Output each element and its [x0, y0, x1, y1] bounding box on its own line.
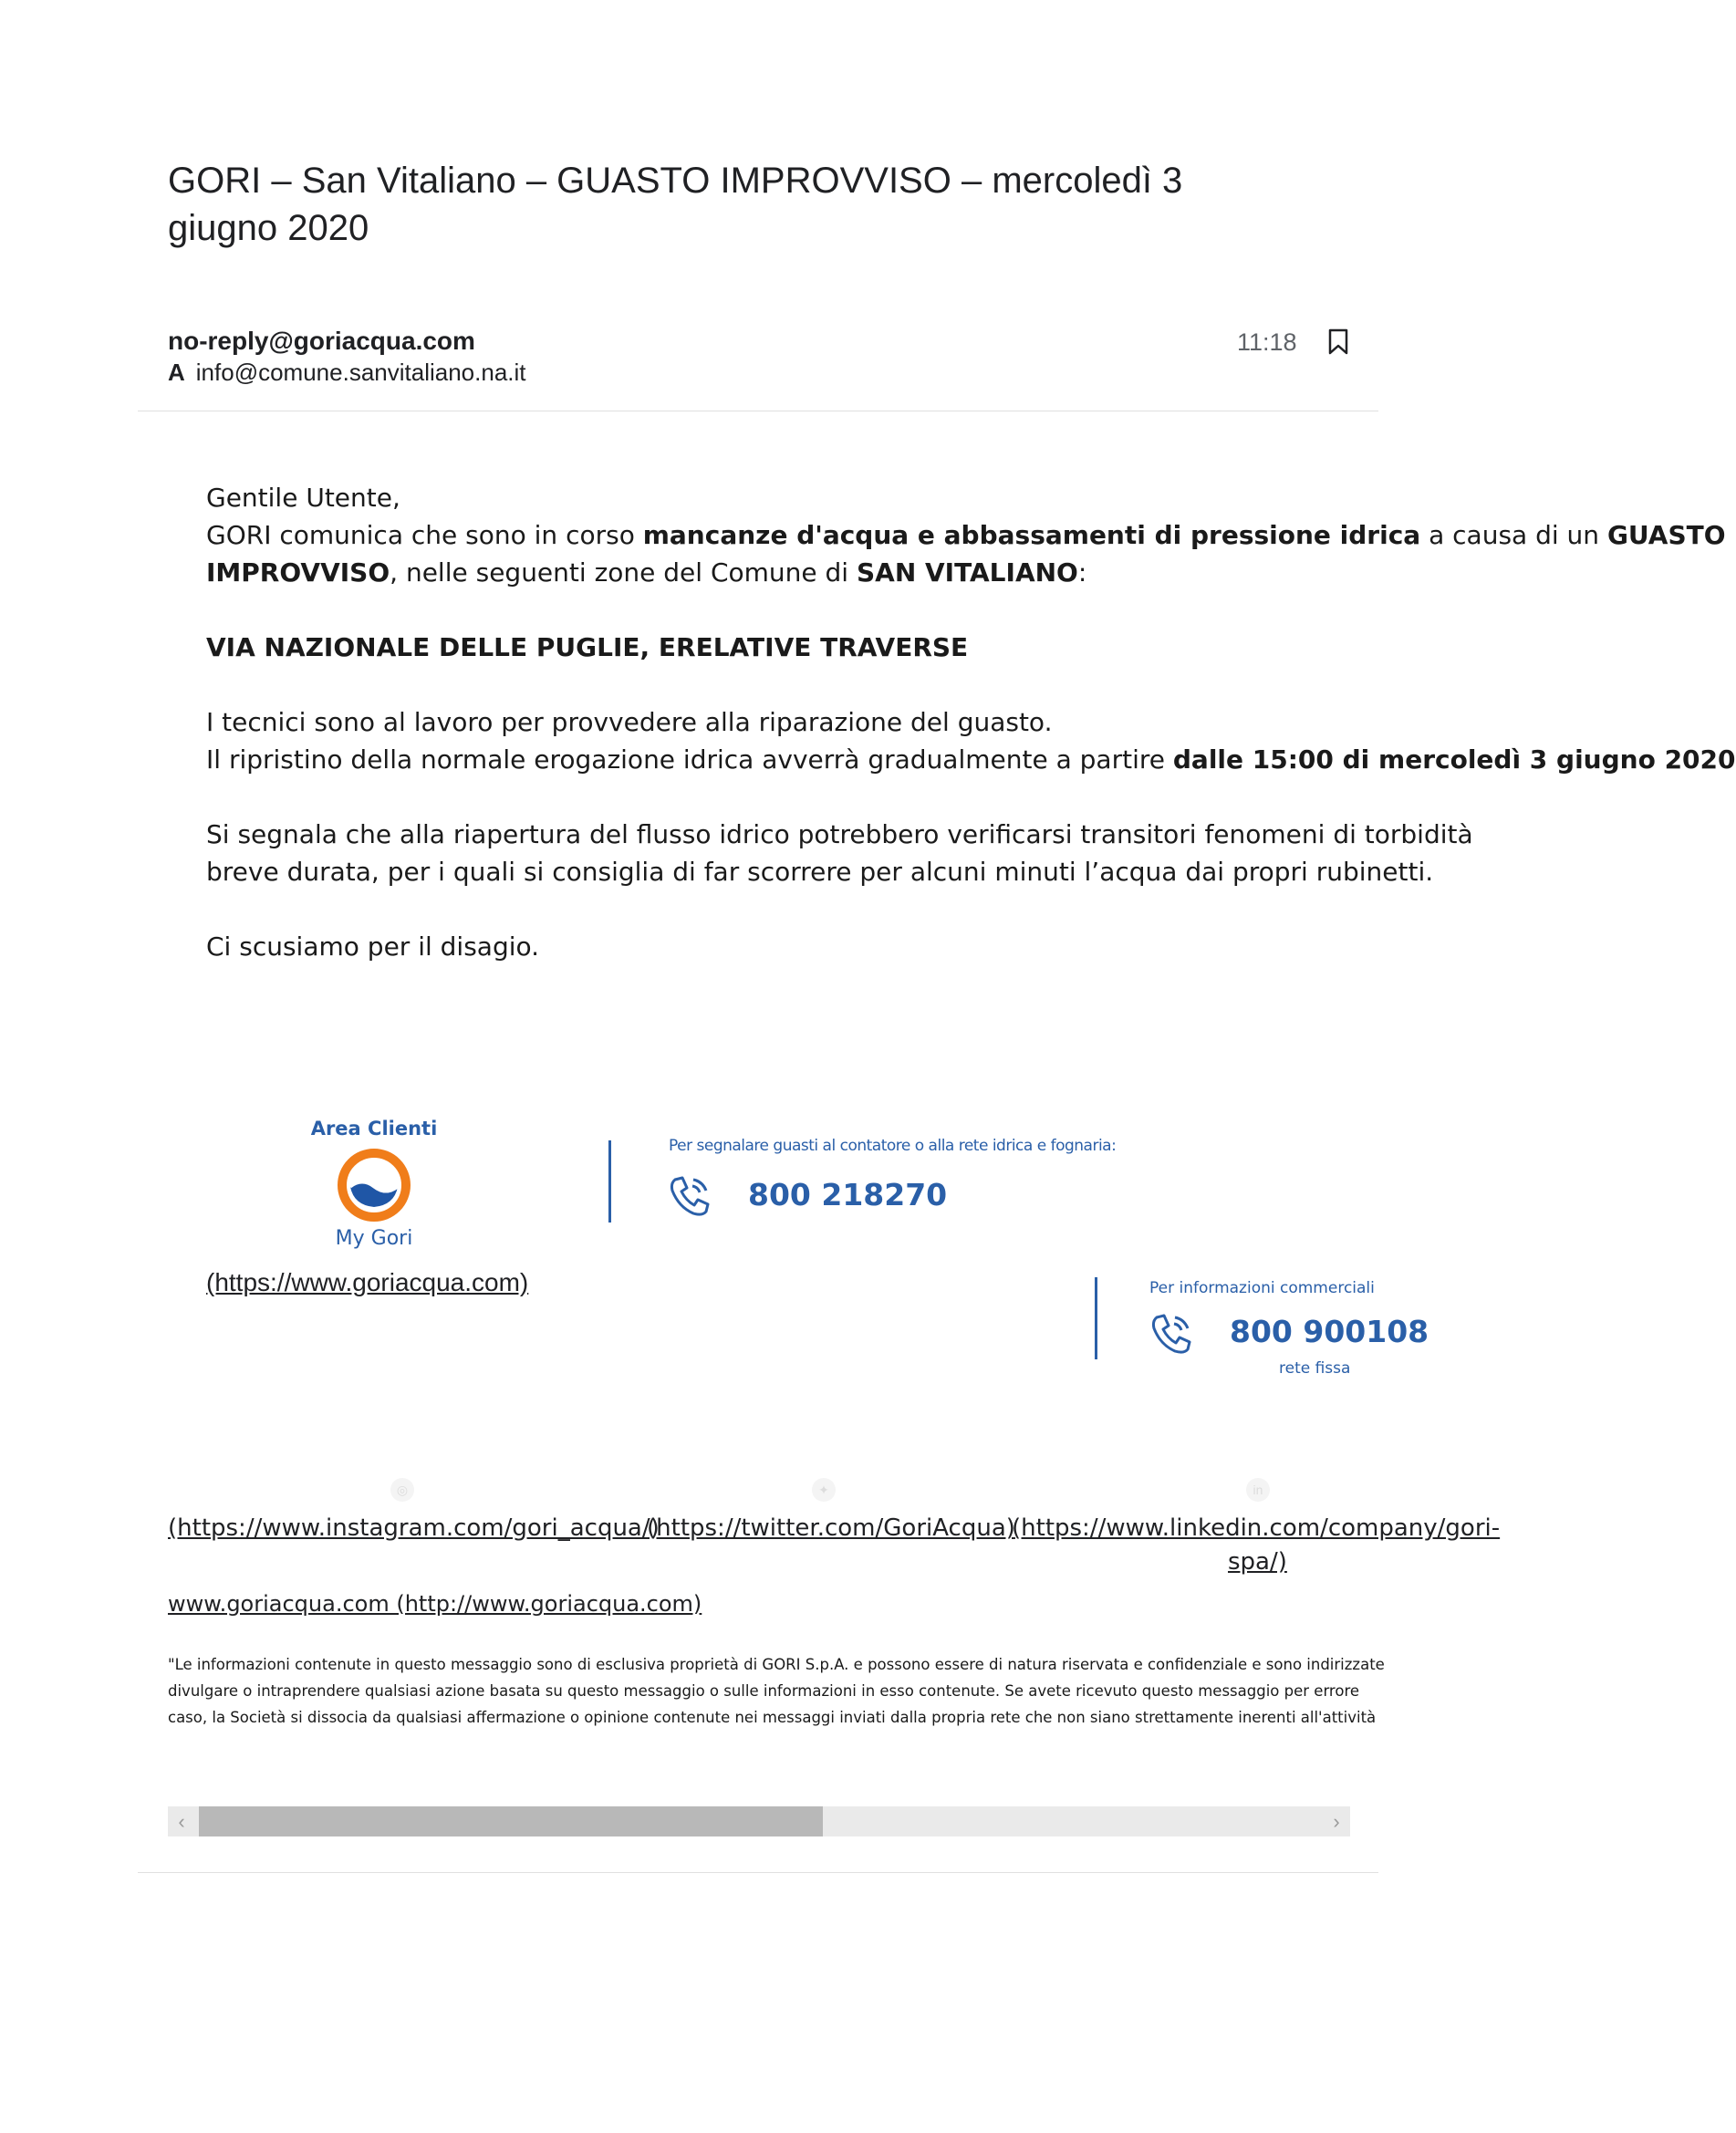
- sender-address[interactable]: no-reply@goriacqua.com: [168, 327, 475, 355]
- disclaimer-line-2: divulgare o intraprendere qualsiasi azione basata su questo messaggio o sulle informazioni in esso contenute. Se avete ricevuto questo messaggio per errore: [168, 1682, 1360, 1700]
- recipient-address[interactable]: info@comune.sanvitaliano.na.it: [195, 359, 526, 386]
- scroll-right-icon[interactable]: ›: [1333, 1810, 1340, 1833]
- recipient-line: [168, 359, 526, 387]
- linkedin-link[interactable]: (https://www.linkedin.com/company/gori-: [1012, 1514, 1501, 1542]
- report-fault-text: Per segnalare guasti al contatore o alla rete idrica e fognaria:: [669, 1137, 1117, 1155]
- commercial-phone-number[interactable]: 800 900108: [1230, 1314, 1429, 1349]
- phone-icon-2: [1148, 1310, 1195, 1362]
- commercial-info-banner: [1095, 1268, 1429, 1387]
- body-paragraph-4: Si segnala che alla riapertura del flusso idrico potrebbero verificarsi transitori fenomeni di torbidità: [206, 819, 1473, 849]
- social-links: [168, 1514, 1501, 1587]
- my-gori-logo-icon: [336, 1147, 412, 1223]
- my-gori-label: My Gori: [335, 1227, 413, 1250]
- email-subject: GORI – San Vitaliano – GUASTO IMPROVVISO – mercoledì 3 giugno 2020: [168, 161, 1183, 248]
- twitter-link[interactable]: (https://twitter.com/GoriAcqua): [647, 1514, 1015, 1542]
- horizontal-scrollbar[interactable]: [168, 1806, 1350, 1836]
- bookmark-icon[interactable]: [1327, 328, 1349, 356]
- body-paragraph-1: GORI comunica che sono in corso mancanze d'acqua e abbassamenti di pressione idrica a causa di un GUASTO: [206, 520, 1726, 550]
- body-paragraph-3: Il ripristino della normale erogazione idrica avverrà gradualmente a partire dalle 15:00 di mercoledì 3 giugno 2020: [206, 744, 1736, 775]
- goriacqua-link[interactable]: (https://www.goriacqua.com): [206, 1268, 529, 1296]
- disclaimer-line-1: "Le informazioni contenute in questo messaggio sono di esclusiva proprietà di GORI S.p.A. e possono essere di natura riservata e confidenziale e sono indirizzate: [168, 1656, 1385, 1673]
- landline-label: rete fissa: [1279, 1359, 1351, 1378]
- body-paragraph-4-cont: breve durata, per i quali si consiglia di far scorrere per alcuni minuti l’acqua dai propri rubinetti.: [206, 857, 1434, 887]
- closing-line: Ci scusiamo per il disagio.: [206, 931, 540, 962]
- scroll-left-icon[interactable]: ‹: [178, 1810, 185, 1833]
- linkedin-link-cont[interactable]: spa/): [1228, 1548, 1287, 1576]
- body-paragraph-2: I tecnici sono al lavoro per provvedere alla riparazione del guasto.: [206, 707, 1053, 737]
- banner-divider: [608, 1140, 611, 1223]
- area-clienti-label: Area Clienti: [310, 1118, 438, 1139]
- email-time: 11:18: [1237, 328, 1297, 356]
- twitter-icon[interactable]: ✦: [812, 1478, 836, 1502]
- disclaimer-line-3: caso, la Società si dissocia da qualsiasi affermazione o opinione contenute nei messaggi inviati dalla propria rete che non siano strettamente inerenti all'attività: [168, 1709, 1377, 1726]
- banner-divider-2: [1095, 1277, 1097, 1359]
- website-link[interactable]: www.goriacqua.com (http://www.goriacqua.com): [168, 1591, 702, 1617]
- linkedin-icon[interactable]: in: [1246, 1478, 1270, 1502]
- fault-phone-number[interactable]: 800 218270: [748, 1177, 948, 1212]
- footer-divider: [138, 1872, 1378, 1873]
- phone-icon: [666, 1172, 713, 1224]
- instagram-link[interactable]: (https://www.instagram.com/gori_acqua/): [168, 1514, 660, 1542]
- scrollbar-thumb[interactable]: [199, 1806, 823, 1836]
- commercial-info-text: Per informazioni commerciali: [1149, 1279, 1375, 1297]
- my-gori-logo[interactable]: [310, 1118, 438, 1250]
- body-paragraph-1-cont: IMPROVVISO, nelle seguenti zone del Comune di SAN VITALIANO:: [206, 557, 1087, 588]
- affected-zone: VIA NAZIONALE DELLE PUGLIE, ERELATIVE TRAVERSE: [206, 632, 969, 662]
- legal-disclaimer: [168, 1651, 1385, 1733]
- email-body: [206, 479, 1736, 981]
- instagram-icon[interactable]: ◎: [390, 1478, 414, 1502]
- to-label: A: [168, 359, 185, 386]
- greeting: Gentile Utente,: [206, 483, 400, 513]
